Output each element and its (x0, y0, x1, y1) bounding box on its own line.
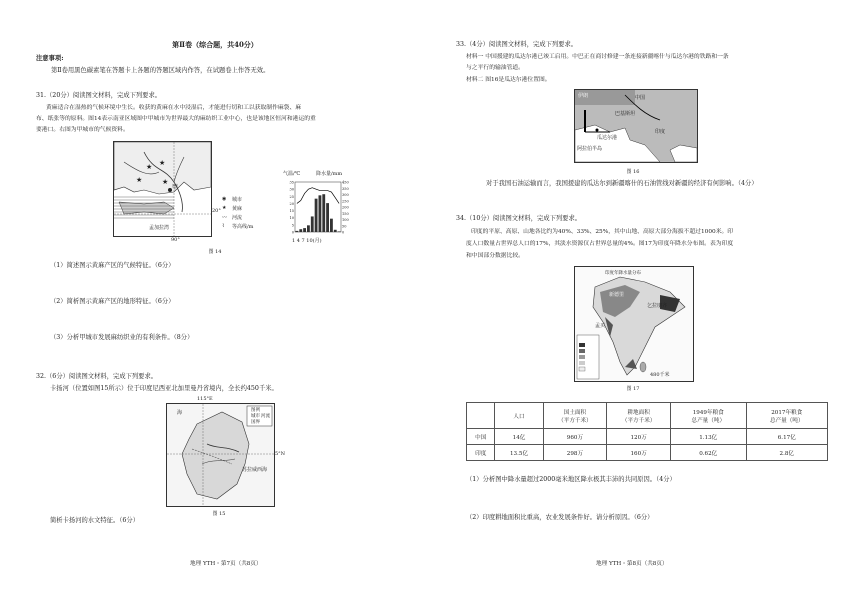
precip-bar (334, 230, 337, 232)
y2-tick-label: 50 (342, 224, 347, 229)
map17-title: 印度年降水量分布 (605, 271, 641, 276)
chart-temp-label: 气温/℃ (283, 171, 301, 177)
map16-label-pakistan: 巴基斯坦 (615, 111, 636, 117)
q33-m1b: 与之平行的输油管道。 (466, 65, 524, 71)
map15-sea2: 苏拉威西海 (242, 467, 268, 473)
q31-s2: （2）简析图示黄麻产区的地形特征。（6分） (50, 298, 175, 305)
notice-title: 注意事项: (36, 55, 64, 62)
map15-lon: 115°E (197, 396, 213, 402)
precip-bar (322, 194, 325, 232)
q31-s1: （1）简述图示黄麻产区的气候特征。（6分） (50, 262, 175, 269)
legend-city-icon: ◉ (222, 196, 227, 202)
table-header-row (467, 403, 828, 429)
borneo-map (166, 403, 275, 507)
chart-months: 1 4 7 10(月) (292, 238, 322, 244)
q34-s1: （1）分析图中降水量超过2000毫米地区降水极其丰沛的共同原因。（4分） (466, 476, 676, 483)
map14-lon: 90° (171, 237, 180, 243)
q32-s1: 简析卡扬河的水文特征。（6分） (50, 517, 140, 524)
map15-legend-city: 城市 (251, 414, 260, 419)
comparison-table (466, 402, 828, 461)
map17-label-cherrapunji: 乞拉朋齐 (647, 303, 668, 309)
legend-jute-icon: ★ (222, 205, 227, 211)
svg-text:★: ★ (162, 178, 169, 186)
table-row (467, 429, 828, 445)
y2-tick-label: 350 (342, 186, 349, 191)
precip-bar (303, 228, 306, 232)
map17-label-mumbai: 孟买 (595, 323, 606, 329)
table-cell: 印度 (467, 445, 495, 461)
q33-s1: 对于我国石油运输而言，我国援建的瓜达尔到新疆喀什的石油管线对新疆的经济有何影响。（4分） (486, 180, 758, 187)
y2-tick-label: 150 (342, 211, 349, 216)
map15-sea: 海 (177, 410, 183, 416)
y-tick-label: 0 (291, 230, 294, 235)
q31-head: 31.（20分）阅读图文材料，完成下列要求。 (36, 92, 162, 99)
table-cell: 298万 (543, 445, 607, 461)
y-tick-label: 10 (289, 216, 294, 221)
map15-legend-border: 国界 (251, 420, 260, 425)
table-cell: 120万 (607, 429, 671, 445)
svg-text:★: ★ (159, 159, 166, 167)
table-header-cell: 人口 (495, 403, 543, 429)
map15-legend-title: 图例 (251, 408, 260, 413)
map16-label-india: 印度 (655, 129, 666, 135)
table-header-cell: 国土面积 （平方千米） (543, 403, 607, 429)
table-cell: 14亿 (495, 429, 543, 445)
q32-p1: 卡扬河（位置如图15所示）位于印度尼西亚北加里曼丹省境内，全长约450千米。 (50, 385, 278, 392)
legend-river: 河流 (232, 215, 243, 221)
table-cell: 中国 (467, 429, 495, 445)
precip-bar (326, 203, 329, 232)
y-tick-label: 15 (289, 209, 294, 214)
y-tick-label: 25 (289, 194, 294, 199)
q34-s2: （2）印度耕地面积比重高，农业发展条件好。请分析原因。（6分） (466, 514, 654, 521)
precip-bar (330, 219, 333, 232)
map14-sea-label: 孟加拉湾 (149, 225, 170, 231)
q31-p2: 布、纸张等的原料。图14表示南亚区域图中甲城市为世界最大的麻纺织工业中心，也是该地区恒河和港运的重 (36, 116, 316, 122)
svg-text:甲: 甲 (172, 184, 179, 191)
figure14-caption: 图 14 (208, 249, 222, 255)
y-tick-label: 20 (289, 201, 294, 206)
map17-drawing (575, 267, 693, 381)
figure17-caption: 图 17 (626, 386, 640, 392)
map16-label-arabia: 阿拉伯半岛 (577, 146, 603, 152)
q34-head: 34.（10分）阅读图文材料，完成下列要求。 (456, 215, 582, 222)
section-title: 第Ⅱ卷（综合题，共40分） (172, 40, 258, 49)
south-asia-map (113, 141, 212, 237)
map14-drawing (114, 142, 211, 236)
temp-line (297, 188, 339, 204)
y-tick-label: 35 (289, 180, 294, 185)
precip-bar (319, 195, 322, 232)
table-cell: 1.13亿 (670, 429, 746, 445)
y2-tick-label: 0 (342, 230, 345, 235)
table-cell: 0.62亿 (670, 445, 746, 461)
table-cell: 960万 (543, 429, 607, 445)
table-row (467, 445, 828, 461)
precip-bar (311, 216, 314, 232)
precip-bar (296, 231, 299, 232)
y2-tick-label: 250 (342, 199, 349, 204)
map16-label-china: 中国 (635, 95, 646, 101)
y-tick-label: 30 (289, 187, 294, 192)
y2-tick-label: 300 (342, 193, 349, 197)
left-footer: 地理 YTH・第7页（共8页） (190, 561, 262, 567)
table-cell: 2.8亿 (746, 445, 827, 461)
y2-tick-label: 200 (342, 205, 349, 210)
table-header-cell: 1949年粮食 总产量（吨） (670, 403, 746, 429)
table-cell: 160万 (607, 445, 671, 461)
q31-p1: 黄麻适合在湿热的气候环境中生长。收获的黄麻在水中浸湿后，才能进行切和工以获取制作麻袋、麻 (46, 105, 302, 111)
svg-text:★: ★ (136, 176, 143, 184)
notice-text: 第Ⅱ卷用黑色碳素笔在答题卡上各题的答题区域内作答，在试题卷上作答无效。 (51, 67, 270, 74)
q33-head: 33.（4分）阅读图文材料，完成下列要求。 (456, 41, 578, 48)
map17-label-delhi: 新德里 (609, 292, 625, 298)
q31-p3: 要港口。右图为甲城市的气候资料。 (36, 127, 129, 133)
right-footer: 地理 YTH・第8页（共8页） (596, 561, 668, 567)
legend-contour: 等高线/m (232, 224, 254, 230)
india-precip-map (574, 266, 694, 382)
q34-p3: 和中国部分数据比较。 (466, 253, 524, 259)
climate-chart (283, 178, 353, 240)
map17-scale: 480千米 (650, 372, 670, 378)
q34-p2: 度人口数量占世界总人口的17%，其淡水资源仅占世界总量的4%。图17为印度年降水分布图。表为印度 (466, 241, 734, 247)
y2-tick-label: 450 (342, 180, 349, 185)
figure15-caption: 图 15 (212, 511, 226, 517)
table-cell: 6.17亿 (746, 429, 827, 445)
q33-m2: 材料二 图16是瓜达尔港位置图。 (466, 77, 551, 83)
map16-label-gwadar: 瓜达尔港 (597, 135, 618, 141)
precip-bar (307, 225, 310, 232)
legend-jute: 黄麻 (232, 206, 243, 212)
precip-bar (315, 199, 318, 232)
table-header-cell: 耕地面积 （平方千米） (607, 403, 671, 429)
q32-head: 32.（6分）阅读图文材料，完成下列要求。 (36, 373, 158, 380)
y2-tick-label: 100 (342, 218, 349, 222)
legend-contour-icon: ⌇ (222, 223, 225, 229)
q33-m1: 材料一 中国援建的瓜达尔港已竣工启用。中巴正在商讨修建一条连接新疆喀什与瓜达尔港的铁路和一条 (466, 54, 729, 60)
legend-river-icon: 〰 (222, 215, 228, 221)
table-header-cell (467, 403, 495, 429)
q34-p1: 印度的平原、高原、山地各比约为40%、33%、25%，其中山地、高原大部分海拔不超过1000米。印 (471, 229, 734, 235)
map14-lat: 20° (212, 208, 221, 214)
map15-lat: 5°N (275, 451, 286, 457)
right-page (430, 0, 860, 589)
precip-bar (299, 229, 302, 232)
map15-legend-river: 河流 (261, 414, 270, 419)
svg-text:★: ★ (146, 163, 153, 171)
table-cell: 13.5亿 (495, 445, 543, 461)
figure16-caption: 图 16 (626, 169, 640, 175)
precip-bar (338, 231, 341, 232)
map16-label-iran: 伊朗 (578, 93, 589, 99)
y-tick-label: 5 (291, 223, 294, 228)
table-header-cell: 2017年粮食 总产量（吨） (746, 403, 827, 429)
chart-precip-label: 降水量/mm (316, 171, 343, 177)
q31-s3: （3）分析甲城市发展麻纺织业的有利条件。（8分） (50, 334, 194, 341)
gwadar-port-map (574, 89, 698, 163)
legend-city: 城市 (232, 197, 243, 203)
